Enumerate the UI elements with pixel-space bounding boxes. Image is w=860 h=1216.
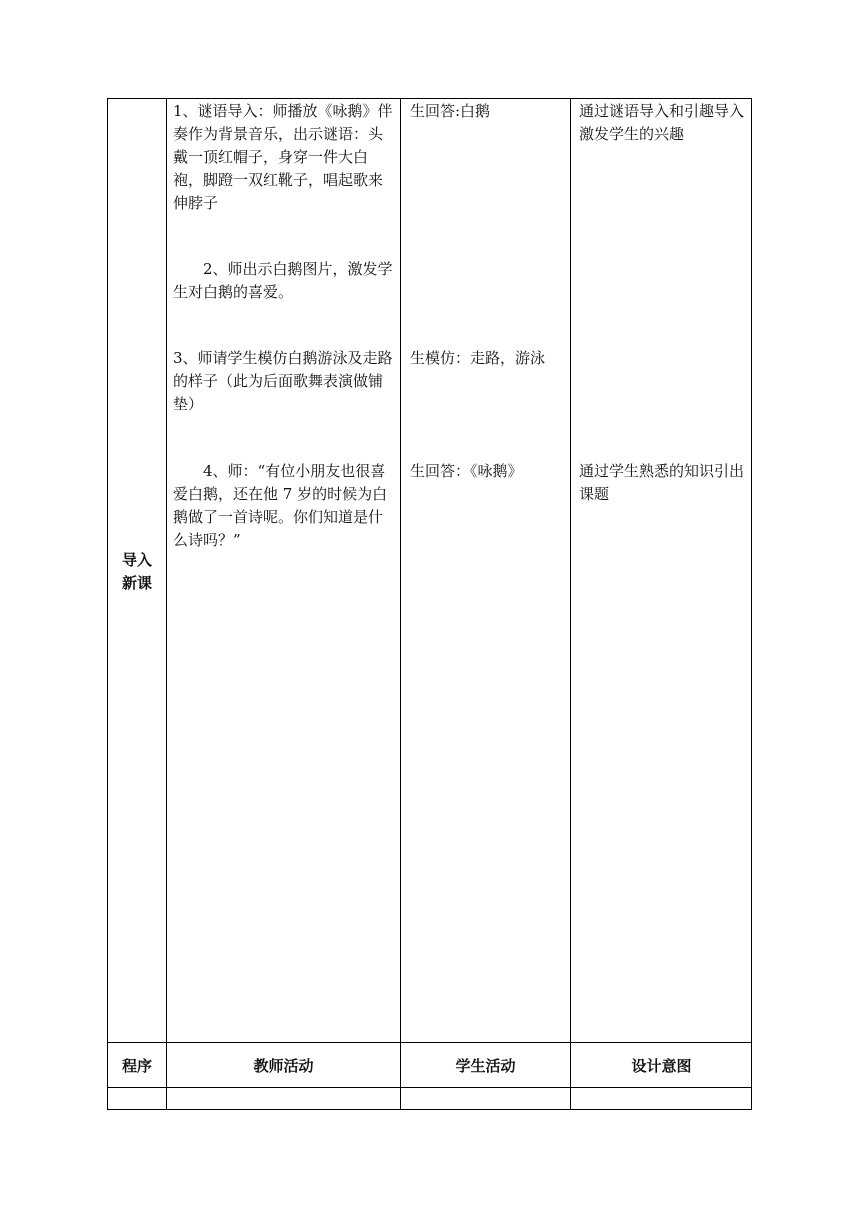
stage-label-line1: 导入	[121, 551, 152, 569]
teacher-item-4: 4、师：“有位小朋友也很喜爱白鹅，还在他 7 岁的时候为白鹅做了一首诗呢。你们知道是什么诗吗？”	[173, 462, 388, 549]
row-divider	[108, 1042, 751, 1043]
column-divider	[166, 99, 167, 1109]
stage-label	[108, 549, 166, 595]
student-answer-1: 生回答:白鹅	[410, 102, 491, 120]
header-student-activity: 学生活动	[455, 1057, 516, 1075]
teacher-item-1: 1、谜语导入：师播放《咏鹅》伴奏作为背景音乐，出示谜语：头戴一顶红帽子，身穿一件大白袍，脚蹬一双红靴子，唱起歌来伸脖子	[173, 102, 393, 212]
intent-1: 通过谜语导入和引趣导入激发学生的兴趣	[579, 102, 745, 143]
header-procedure: 程序	[121, 1057, 152, 1075]
intent-2: 通过学生熟悉的知识引出课题	[579, 462, 745, 503]
lesson-plan-table	[107, 98, 752, 1110]
teacher-item-2: 2、师出示白鹅图片，激发学生对白鹅的喜爱。	[173, 260, 393, 301]
teacher-item-3: 3、师请学生模仿白鹅游泳及走路的样子（此为后面歌舞表演做铺垫）	[173, 349, 393, 413]
column-divider	[400, 99, 401, 1109]
student-imitate: 生模仿：走路，游泳	[410, 349, 546, 367]
stage-label-line2: 新课	[121, 574, 152, 592]
column-divider	[570, 99, 571, 1109]
row-divider	[108, 1087, 751, 1088]
header-teacher-activity: 教师活动	[253, 1057, 314, 1075]
header-design-intent: 设计意图	[631, 1057, 692, 1075]
student-answer-2: 生回答：《咏鹅》	[410, 462, 523, 480]
